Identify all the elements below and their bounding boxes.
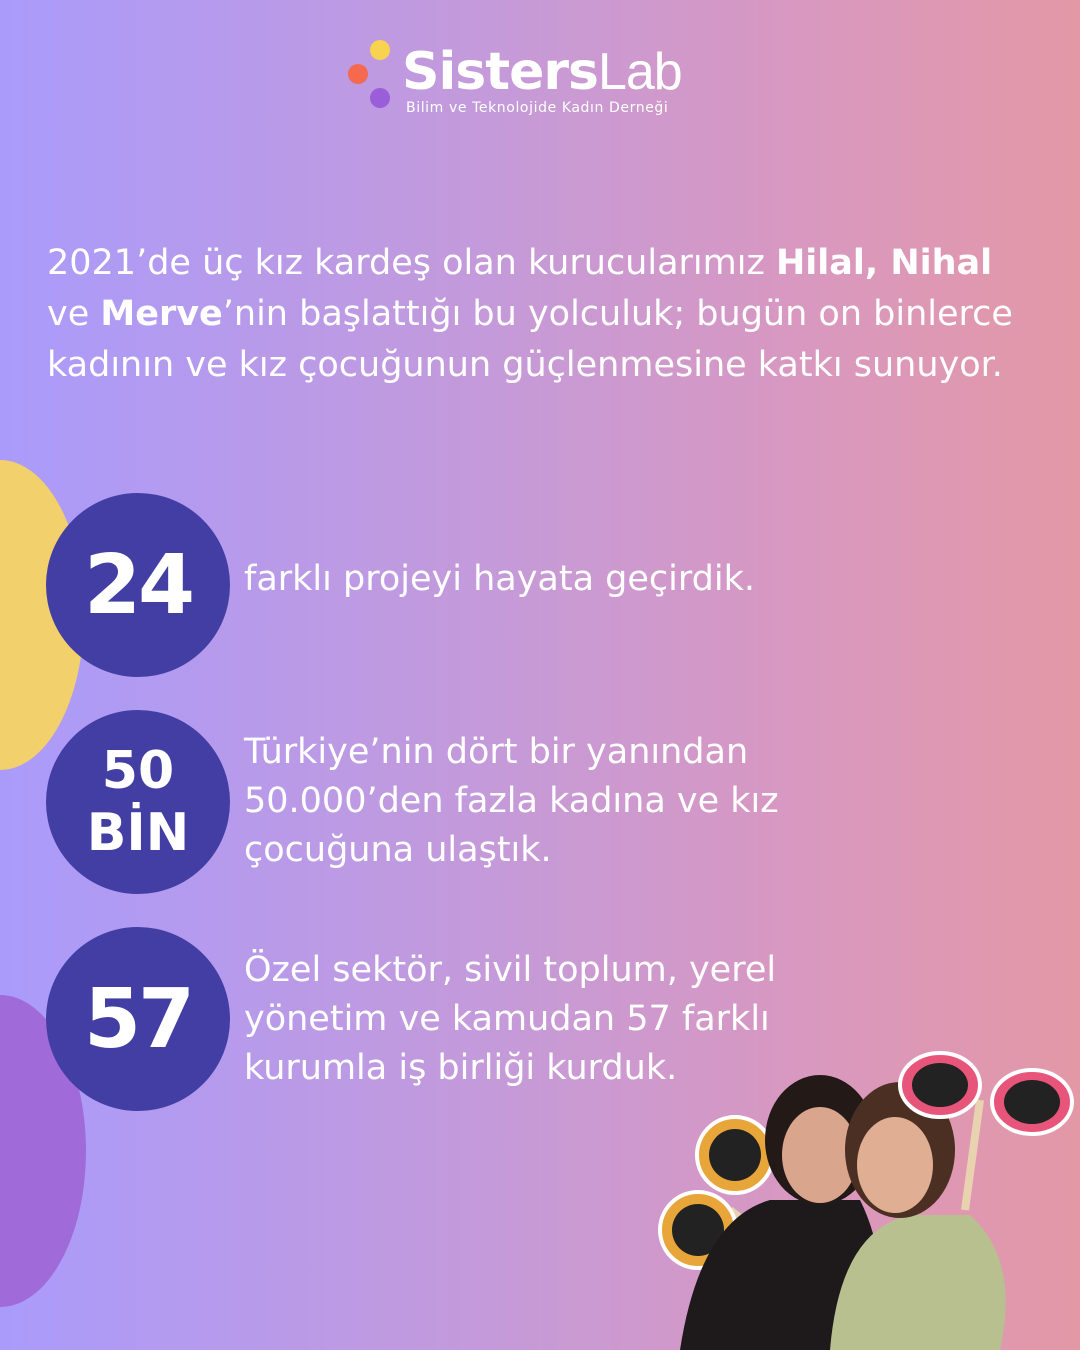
stat-unit: BİN (86, 803, 190, 863)
intro-text: 2021’de üç kız kardeş olan kurucularımız (47, 243, 776, 283)
logo-name-light: Lab (597, 43, 682, 101)
logo-tagline: Bilim ve Teknolojide Kadın Derneği (406, 100, 669, 116)
stat-number: 57 (83, 971, 193, 1067)
stat-text-reach: Türkiye’nin dört bir yanından 50.000’den fazla kadına ve kız çocuğuna ulaştık. (244, 732, 779, 870)
logo-wordmark (402, 42, 682, 102)
stat-number: 24 (83, 537, 193, 633)
intro-text: ’nin başlattığı bu yolculuk; bugün on binlerce kadının ve kız çocuğunun güçlenmesine katkı sunuyor. (47, 294, 1013, 385)
stat-badge-reach (46, 710, 230, 894)
intro-paragraph (47, 238, 1037, 391)
founders-photo (640, 1040, 1080, 1350)
logo-dot-orange (348, 64, 368, 84)
stat-text-partners: Özel sektör, sivil toplum, yerel yönetim ve kamudan 57 farklı kurumla iş birliği kurduk. (244, 950, 777, 1088)
stat-text-projects: farklı projeyi hayata geçirdik. (244, 559, 755, 599)
logo-dot-yellow (370, 40, 390, 60)
founder-names: Hilal, Nihal (775, 243, 993, 283)
stat-number: 50 (101, 741, 175, 801)
intro-text: ve (47, 294, 101, 334)
logo-dot-purple (370, 88, 390, 108)
founder-name: Merve (100, 294, 223, 334)
sisterslab-logo (346, 38, 696, 128)
logo-name-bold: Sisters (402, 42, 598, 102)
stat-badge-partners (46, 927, 230, 1111)
stat-badge-projects (46, 493, 230, 677)
